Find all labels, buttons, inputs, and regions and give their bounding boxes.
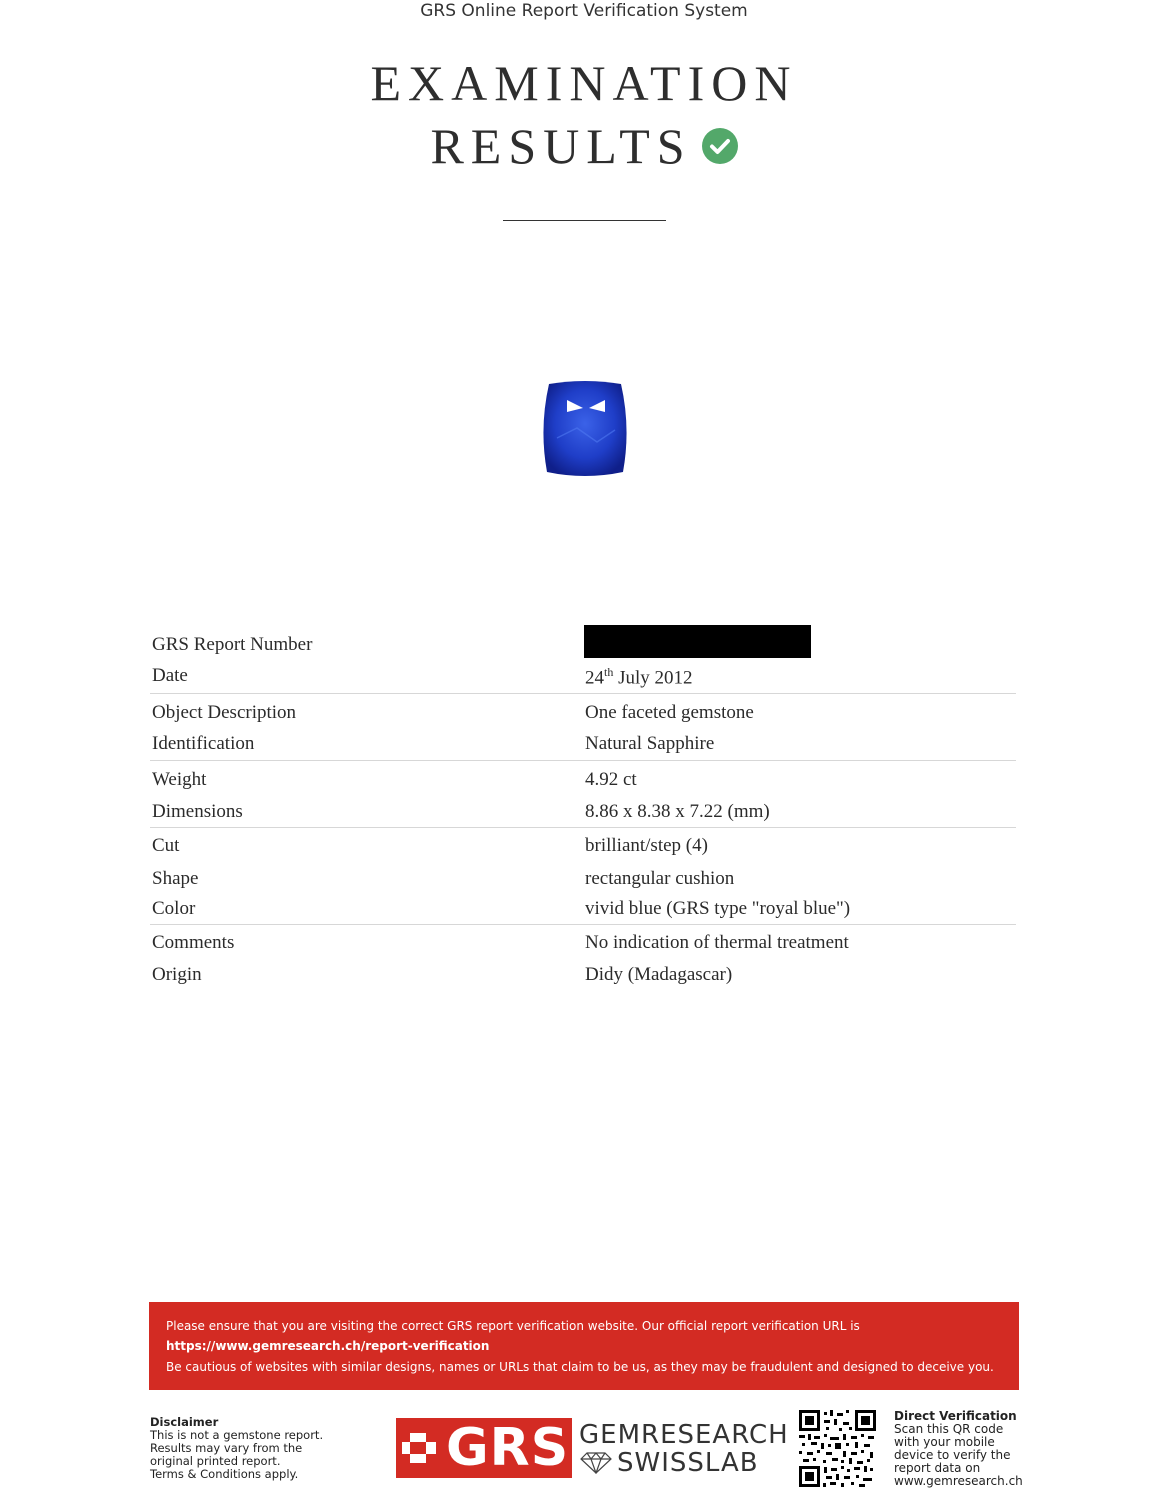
row-dimensions bbox=[150, 795, 1016, 828]
value-origin: Didy (Madagascar) bbox=[585, 964, 733, 985]
swiss-cross-icon bbox=[402, 1427, 440, 1469]
report-details-table bbox=[150, 624, 1016, 989]
row-date bbox=[150, 661, 1016, 694]
label-date: Date bbox=[152, 665, 188, 686]
page-title-line1 bbox=[0, 55, 1168, 111]
redacted-report-number bbox=[584, 625, 811, 658]
row-cut bbox=[150, 828, 1016, 861]
terms-link[interactable]: Terms & Conditions apply. bbox=[150, 1467, 299, 1481]
value-weight: 4.92 ct bbox=[585, 769, 637, 790]
disclaimer-line: This is not a gemstone report. bbox=[150, 1428, 324, 1442]
page-title-line2 bbox=[0, 118, 1168, 174]
disclaimer-line: Results may vary from the bbox=[150, 1441, 303, 1455]
label-color: Color bbox=[152, 898, 196, 919]
value-date bbox=[585, 665, 693, 689]
row-identification bbox=[150, 728, 1016, 761]
warning-text: Please ensure that you are visiting the correct GRS report verification website. Our official report verification URL is bbox=[166, 1319, 860, 1333]
row-object-description bbox=[150, 694, 1016, 728]
direct-verification-line: with your mobile bbox=[894, 1435, 995, 1449]
official-url-link[interactable]: https://www.gemresearch.ch/report-verification bbox=[166, 1339, 490, 1353]
label-comments: Comments bbox=[152, 932, 235, 953]
row-color bbox=[150, 892, 1016, 925]
label-dimensions: Dimensions bbox=[152, 801, 243, 822]
value-color: vivid blue (GRS type "royal blue") bbox=[585, 898, 851, 919]
qr-code[interactable] bbox=[799, 1410, 876, 1487]
logo-word-swisslab: SWISSLAB bbox=[617, 1448, 759, 1478]
website-link[interactable]: www.gemresearch.ch bbox=[894, 1474, 1023, 1488]
direct-verification-line: device to verify the bbox=[894, 1448, 1011, 1462]
label-origin: Origin bbox=[152, 964, 202, 985]
disclaimer-line: original printed report. bbox=[150, 1454, 281, 1468]
title-divider bbox=[503, 220, 666, 221]
label-identification: Identification bbox=[152, 733, 255, 754]
direct-verification-line: report data on bbox=[894, 1461, 981, 1475]
label-report-number: GRS Report Number bbox=[152, 634, 313, 655]
label-weight: Weight bbox=[152, 769, 207, 790]
date-rest: July 2012 bbox=[613, 667, 693, 689]
value-comments: No indication of thermal treatment bbox=[585, 932, 849, 953]
warning-caution-text: Be cautious of websites with similar designs, names or URLs that claim to be us, as they may be fraudulent and designed to deceive you. bbox=[166, 1360, 994, 1374]
value-object-description: One faceted gemstone bbox=[585, 702, 754, 723]
diamond-icon bbox=[579, 1452, 613, 1474]
logo-abbr: GRS bbox=[446, 1418, 570, 1478]
row-comments bbox=[150, 925, 1016, 958]
title-text-2: RESULTS bbox=[430, 118, 692, 174]
value-identification: Natural Sapphire bbox=[585, 733, 715, 754]
label-cut: Cut bbox=[152, 835, 180, 856]
verified-check-icon bbox=[702, 128, 738, 164]
row-report-number bbox=[150, 624, 1016, 661]
date-suffix: th bbox=[604, 665, 614, 679]
gemstone-image bbox=[537, 378, 633, 480]
disclaimer bbox=[150, 1416, 323, 1481]
logo-word-gemresearch: GEMRESEARCH bbox=[579, 1420, 789, 1450]
value-cut: brilliant/step (4) bbox=[585, 835, 708, 856]
value-shape: rectangular cushion bbox=[585, 868, 735, 889]
system-title: GRS Online Report Verification System bbox=[420, 1, 748, 21]
disclaimer-heading: Disclaimer bbox=[150, 1415, 219, 1429]
value-dimensions: 8.86 x 8.38 x 7.22 (mm) bbox=[585, 801, 770, 822]
fraud-warning-banner bbox=[149, 1302, 1019, 1390]
row-shape bbox=[150, 861, 1016, 892]
direct-verification-heading: Direct Verification bbox=[894, 1409, 1017, 1423]
row-origin bbox=[150, 958, 1016, 989]
direct-verification bbox=[894, 1410, 1022, 1488]
direct-verification-line: Scan this QR code bbox=[894, 1422, 1004, 1436]
row-weight bbox=[150, 761, 1016, 795]
label-object-description: Object Description bbox=[152, 702, 297, 723]
grs-logo bbox=[396, 1418, 572, 1478]
title-text-1: EXAMINATION bbox=[370, 55, 798, 111]
date-day: 24 bbox=[585, 667, 604, 689]
label-shape: Shape bbox=[152, 868, 199, 889]
